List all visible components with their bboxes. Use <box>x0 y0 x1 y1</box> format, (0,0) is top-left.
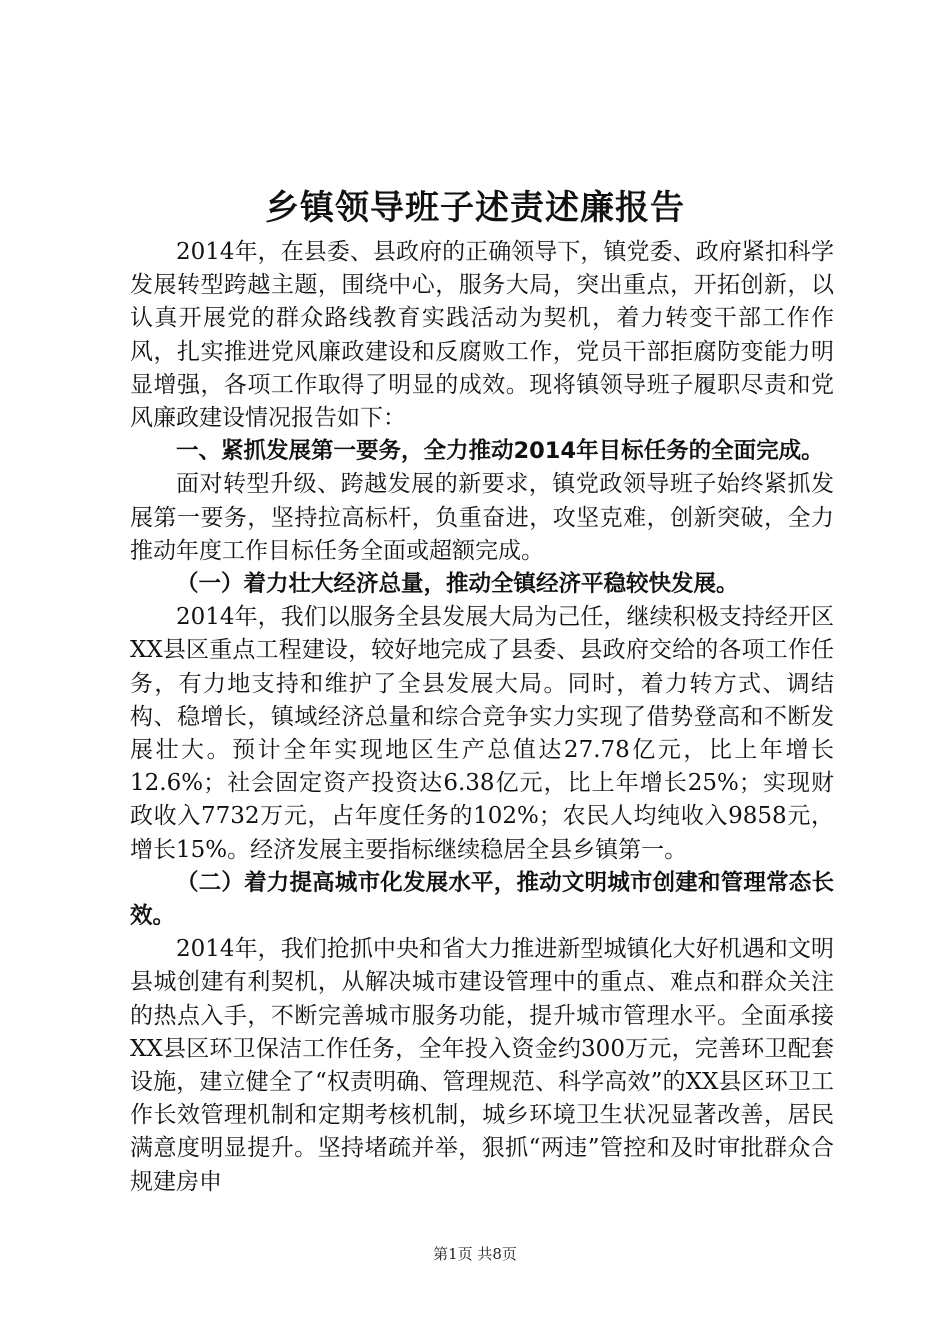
page-number-footer: 第1页 共8页 <box>433 1245 517 1263</box>
document-title: 乡镇领导班子述责述廉报告 <box>265 188 685 228</box>
paragraph-section-1: 面对转型升级、跨越发展的新要求，镇党政领导班子始终紧抓发展第一要务，坚持拉高标杆，负重奋进，攻坚克难，创新突破，全力推动年度工作目标任务全面或超额完成。 <box>130 471 834 564</box>
subsection-heading-2: （二）着力提高城市化发展水平，推动文明城市创建和管理常态长效。 <box>130 869 834 930</box>
paragraph-urbanization: 2014年，我们抢抓中央和省大力推进新型城镇化大好机遇和文明县城创建有利契机，从解决城市建设管理中的重点、难点和群众关注的热点入手，不断完善城市服务功能，提升城市管理水平。全面承接XX县区环卫保洁工作任务，全年投入资金约300万元，完善环卫配套设施，建立健全了“权责明确、管理规范、科学高效”的XX县区环卫工作长效管理机制和定期考核机制，城乡环境卫生状况显著改善，居民满意度明显提升。坚持堵疏并举，狠抓“两违”管控和及时审批群众合规建房申 <box>130 936 834 1195</box>
subsection-heading-1: （一）着力壮大经济总量，推动全镇经济平稳较快发展。 <box>176 571 739 598</box>
paragraph-intro: 2014年，在县委、县政府的正确领导下，镇党委、政府紧扣科学发展转型跨越主题，围绕中心，服务大局，突出重点，开拓创新，以认真开展党的群众路线教育实践活动为契机，着力转变干部工作作风，扎实推进党风廉政建设和反腐败工作，党员干部拒腐防变能力明显增强，各项工作取得了明显的成效。现将镇领导班子履职尽责和党风廉政建设情况报告如下： <box>130 239 834 432</box>
section-heading-1: 一、紧抓发展第一要务，全力推动2014年目标任务的全面完成。 <box>176 438 824 465</box>
paragraph-economy: 2014年，我们以服务全县发展大局为己任，继续积极支持经开区XX县区重点工程建设，较好地完成了县委、县政府交给的各项工作任务，有力地支持和维护了全县发展大局。同时，着力转方式、调结构、稳增长，镇域经济总量和综合竞争实力实现了借势登高和不断发展壮大。预计全年实现地区生产总值达27.78亿元，比上年增长12.6%；社会固定资产投资达6.38亿元，比上年增长25%；实现财政收入7732万元，占年度任务的102%；农民人均纯收入9858元，增长15%。经济发展主要指标继续稳居全县乡镇第一。 <box>130 604 834 863</box>
document-body <box>130 236 834 1199</box>
